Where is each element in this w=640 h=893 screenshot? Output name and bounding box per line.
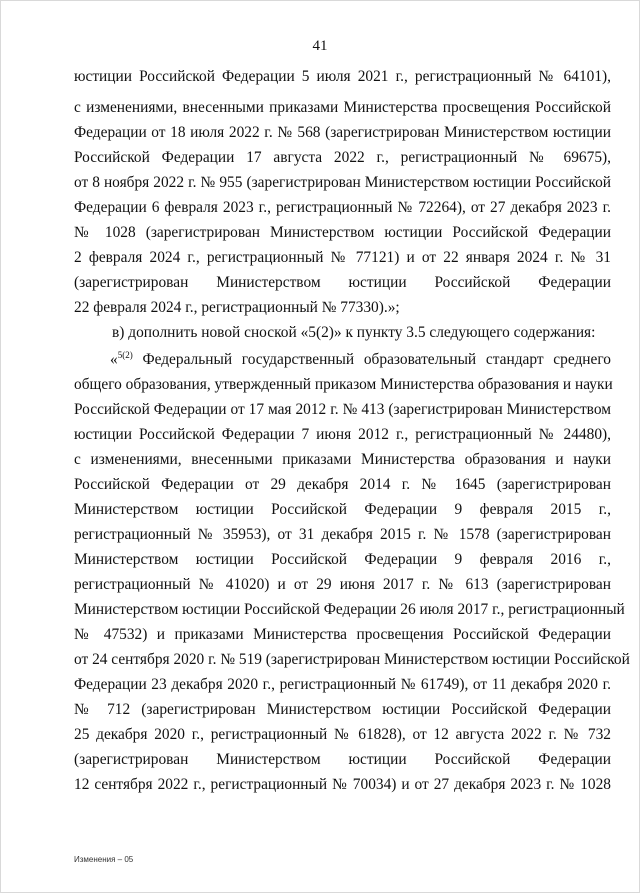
quote-first-line xyxy=(110,350,611,370)
text-line: Министерством юстиции Российской Федерации 9 февраля 2016 г., xyxy=(74,551,611,568)
text-line: с изменениями, внесенными приказами Министерства образования и науки xyxy=(74,451,611,468)
text-line: регистрационный № 41020) и от 29 июня 2017 г. № 613 (зарегистрирован xyxy=(74,576,611,593)
text-line: в) дополнить новой сноской «5(2)» к пункту 3.5 следующего содержания: xyxy=(112,324,596,341)
text-line: общего образования, утвержденный приказом Министерства образования и науки xyxy=(74,376,613,393)
text-line: № 712 (зарегистрирован Министерством юстиции Российской Федерации xyxy=(74,701,611,718)
text-line: Федеральный государственный образовательный стандарт среднего xyxy=(142,351,611,368)
text-line: от 8 ноября 2022 г. № 955 (зарегистрирован Министерством юстиции Российской xyxy=(74,174,611,191)
text-line: с изменениями, внесенными приказами Министерства просвещения Российской xyxy=(74,99,611,116)
text-line: 25 декабря 2020 г., регистрационный № 61828), от 12 августа 2022 г. № 732 xyxy=(74,726,611,743)
text-line: Федерации от 18 июля 2022 г. № 568 (зарегистрирован Министерством юстиции xyxy=(74,124,611,141)
text-line: юстиции Российской Федерации 7 июня 2012 г., регистрационный № 24480), xyxy=(74,426,611,443)
text-line: 12 сентября 2022 г., регистрационный № 70034) и от 27 декабря 2023 г. № 1028 xyxy=(74,776,611,793)
text-line: Российской Федерации от 29 декабря 2014 г. № 1645 (зарегистрирован xyxy=(74,476,611,493)
text-line: юстиции Российской Федерации 5 июля 2021 г., регистрационный № 64101), xyxy=(74,68,611,85)
text-line: от 24 сентября 2020 г. № 519 (зарегистрирован Министерством юстиции Российской xyxy=(74,651,630,668)
text-line: № 47532) и приказами Министерства просвещения Российской Федерации xyxy=(74,626,611,643)
text-line: Федерации 23 декабря 2020 г., регистрационный № 61749), от 11 декабря 2020 г. xyxy=(74,676,611,693)
text-line: (зарегистрирован Министерством юстиции Российской Федерации xyxy=(74,274,611,291)
text-line: Российской Федерации 17 августа 2022 г., регистрационный № 69675), xyxy=(74,149,611,166)
text-line: Федерации 6 февраля 2023 г., регистрационный № 72264), от 27 декабря 2023 г. xyxy=(74,199,611,216)
text-line: 22 февраля 2024 г., регистрационный № 77330).»; xyxy=(74,299,400,316)
page-number: 41 xyxy=(312,38,328,54)
page-footer: Изменения – 05 xyxy=(74,855,134,864)
text-line: Министерством юстиции Российской Федерации 26 июля 2017 г., регистрационный xyxy=(74,601,625,618)
text-line: (зарегистрирован Министерством юстиции Российской Федерации xyxy=(74,751,611,768)
text-line: № 1028 (зарегистрирован Министерством юстиции Российской Федерации xyxy=(74,224,611,241)
text-line: Российской Федерации от 17 мая 2012 г. № 413 (зарегистрирован Министерством xyxy=(74,401,611,418)
footnote-mark: 5(2) xyxy=(117,350,133,360)
quote-open: « xyxy=(110,351,118,368)
text-line: Министерством юстиции Российской Федерации 9 февраля 2015 г., xyxy=(74,501,611,518)
text-line: регистрационный № 35953), от 31 декабря 2015 г. № 1578 (зарегистрирован xyxy=(74,526,611,543)
text-line: 2 февраля 2024 г., регистрационный № 77121) и от 22 января 2024 г. № 31 xyxy=(74,249,611,266)
